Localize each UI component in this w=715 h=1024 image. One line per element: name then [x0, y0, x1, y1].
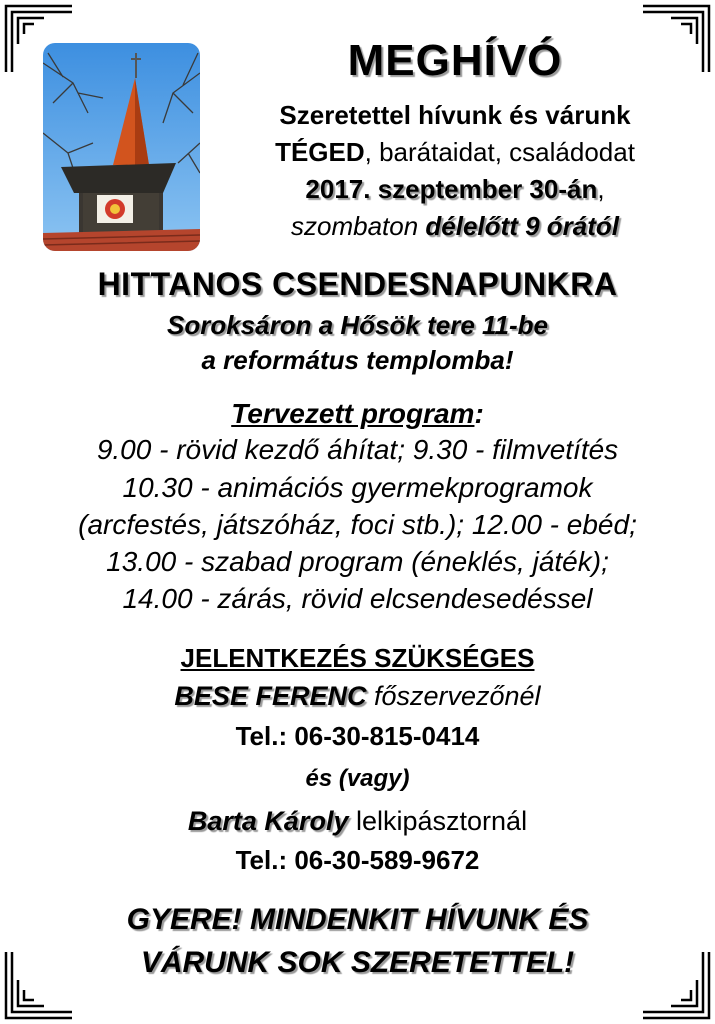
organizer-contact	[0, 681, 715, 712]
event-location: Soroksáron a Hősök tere 11-be	[167, 310, 548, 340]
and-or-text: és (vagy)	[305, 765, 410, 792]
organizer-role: főszervezőnél	[366, 681, 541, 711]
pastor-name: Barta Károly	[187, 806, 349, 836]
time-text: délelőtt 9 órától	[425, 211, 619, 241]
closing-line: GYERE! MINDENKIT HÍVUNK ÉS	[126, 903, 589, 936]
pastor-role: lelkipásztornál	[348, 806, 528, 836]
invitee-text: TÉGED	[275, 137, 365, 167]
event-venue: a református templomba!	[201, 345, 514, 375]
day-text: szombaton	[291, 211, 426, 241]
program-heading-colon: :	[474, 398, 484, 429]
organizer-name: BESE FERENC	[174, 681, 367, 711]
pastor-contact	[0, 806, 715, 837]
date-comma: ,	[597, 174, 605, 204]
invitation-line: Szeretettel hívunk és várunk	[279, 100, 631, 130]
invitation-line	[205, 137, 705, 168]
invitee-rest-text: , barátaidat, családodat	[364, 137, 635, 167]
event-name: HITTANOS CSENDESNAPUNKRA	[97, 266, 618, 302]
pastor-phone: Tel.: 06-30-589-9672	[235, 845, 480, 875]
program-heading-text: Tervezett program	[231, 398, 475, 429]
registration-heading: JELENTKEZÉS SZÜKSÉGES	[180, 643, 535, 673]
date-text: 2017. szeptember 30-án	[305, 174, 598, 204]
page-title: MEGHÍVÓ	[347, 36, 563, 85]
event-date	[205, 174, 705, 205]
closing-line: VÁRUNK SOK SZERETETTEL!	[140, 946, 575, 979]
program-item: 10.30 - animációs gyermekprogramok	[122, 472, 593, 503]
program-item: (arcfestés, játszóház, foci stb.); 12.00 - ebéd;	[78, 509, 637, 540]
organizer-phone: Tel.: 06-30-815-0414	[235, 721, 480, 751]
program-item: 9.00 - rövid kezdő áhítat; 9.30 - filmvetítés	[96, 434, 619, 465]
program-item: 14.00 - zárás, rövid elcsendesedéssel	[122, 583, 593, 614]
church-tower-photo	[43, 43, 200, 251]
event-time	[205, 211, 705, 242]
program-item: 13.00 - szabad program (éneklés, játék);	[106, 546, 609, 577]
program-heading	[0, 398, 715, 430]
